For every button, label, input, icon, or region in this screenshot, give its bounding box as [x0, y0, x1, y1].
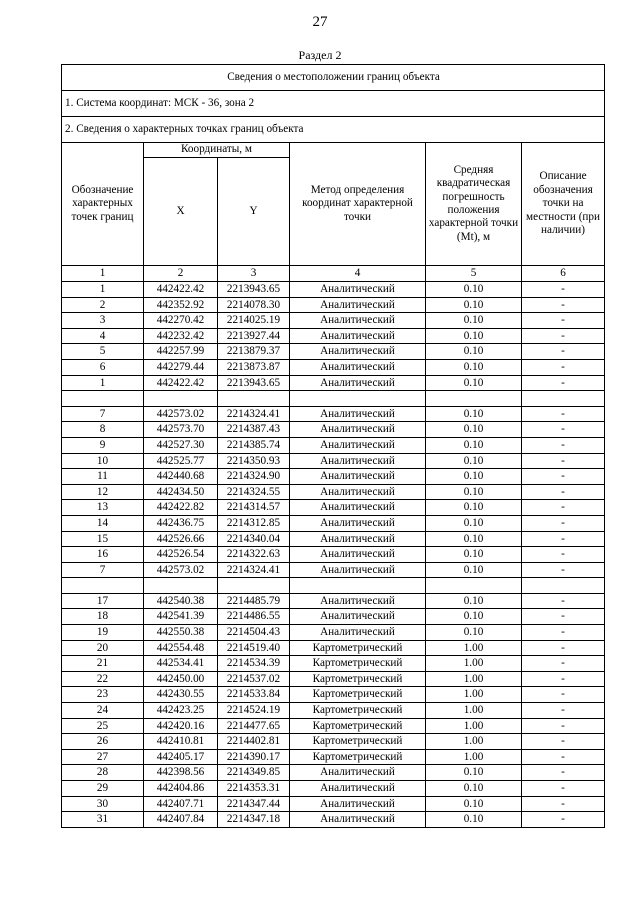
table-row	[62, 469, 605, 485]
point-number: 18	[62, 609, 144, 625]
error: 0.10	[426, 297, 522, 313]
method: Аналитический	[290, 547, 426, 563]
point-number: 25	[62, 718, 144, 734]
coord-y: 2214347.44	[218, 796, 290, 812]
point-number: 8	[62, 422, 144, 438]
point-number: 16	[62, 547, 144, 563]
table-row	[62, 282, 605, 298]
coord-x: 442352.92	[144, 297, 218, 313]
empty-cell	[144, 391, 218, 407]
table-row	[62, 375, 605, 391]
method: Аналитический	[290, 344, 426, 360]
header-y: Y	[218, 158, 290, 266]
coord-x: 442410.81	[144, 734, 218, 750]
error: 0.10	[426, 344, 522, 360]
coord-x: 442430.55	[144, 687, 218, 703]
table-row	[62, 749, 605, 765]
description: -	[522, 328, 605, 344]
table-row	[62, 812, 605, 828]
coord-y: 2214534.39	[218, 656, 290, 672]
table-row	[62, 313, 605, 329]
coord-y: 2214402.81	[218, 734, 290, 750]
points-title: 2. Сведения о характерных точках границ объекта	[62, 117, 605, 143]
table-row	[62, 593, 605, 609]
table-row	[62, 328, 605, 344]
coord-y: 2214519.40	[218, 640, 290, 656]
description: -	[522, 781, 605, 797]
empty-cell	[426, 578, 522, 594]
empty-cell	[522, 578, 605, 594]
error: 0.10	[426, 562, 522, 578]
table-row	[62, 359, 605, 375]
method: Картометрический	[290, 718, 426, 734]
error: 0.10	[426, 515, 522, 531]
point-number: 3	[62, 313, 144, 329]
table-row	[62, 625, 605, 641]
description: -	[522, 406, 605, 422]
description: -	[522, 375, 605, 391]
description: -	[522, 531, 605, 547]
table-row	[62, 437, 605, 453]
description: -	[522, 515, 605, 531]
point-number: 12	[62, 484, 144, 500]
empty-cell	[62, 578, 144, 594]
coord-system: 1. Система координат: МСК - 36, зона 2	[62, 91, 605, 117]
method: Аналитический	[290, 515, 426, 531]
error: 1.00	[426, 671, 522, 687]
coord-x: 442398.56	[144, 765, 218, 781]
coord-x: 442525.77	[144, 453, 218, 469]
coord-x: 442436.75	[144, 515, 218, 531]
coord-x: 442407.84	[144, 812, 218, 828]
table-row	[62, 703, 605, 719]
point-number: 9	[62, 437, 144, 453]
coord-y: 2213943.65	[218, 375, 290, 391]
table-row	[62, 297, 605, 313]
description: -	[522, 765, 605, 781]
error: 0.10	[426, 593, 522, 609]
error: 0.10	[426, 531, 522, 547]
table-title-row	[62, 65, 605, 91]
points-title-row	[62, 117, 605, 143]
table-row	[62, 656, 605, 672]
table-row	[62, 609, 605, 625]
table-row	[62, 484, 605, 500]
coord-y: 2214387.43	[218, 422, 290, 438]
description: -	[522, 671, 605, 687]
empty-cell	[218, 578, 290, 594]
method: Аналитический	[290, 313, 426, 329]
header-error: Средняя квадратическая погрешность положения характерной точки (Mt), м	[426, 143, 522, 266]
method: Аналитический	[290, 375, 426, 391]
empty-cell	[144, 578, 218, 594]
description: -	[522, 437, 605, 453]
description: -	[522, 796, 605, 812]
table-row	[62, 515, 605, 531]
method: Картометрический	[290, 687, 426, 703]
description: -	[522, 656, 605, 672]
coord-y: 2214324.41	[218, 562, 290, 578]
error: 0.10	[426, 313, 522, 329]
error: 0.10	[426, 484, 522, 500]
coord-y: 2214314.57	[218, 500, 290, 516]
method: Аналитический	[290, 328, 426, 344]
coord-x: 442440.68	[144, 469, 218, 485]
empty-cell	[62, 391, 144, 407]
description: -	[522, 422, 605, 438]
coord-y: 2214340.04	[218, 531, 290, 547]
header-method: Метод определения координат характерной точки	[290, 143, 426, 266]
coord-y: 2214078.30	[218, 297, 290, 313]
description: -	[522, 734, 605, 750]
method: Аналитический	[290, 422, 426, 438]
point-number: 1	[62, 375, 144, 391]
empty-cell	[290, 391, 426, 407]
table-row	[62, 687, 605, 703]
coord-y: 2214312.85	[218, 515, 290, 531]
table-row	[62, 547, 605, 563]
table-row	[62, 718, 605, 734]
description: -	[522, 640, 605, 656]
coord-y: 2214537.02	[218, 671, 290, 687]
coord-x: 442534.41	[144, 656, 218, 672]
method: Картометрический	[290, 656, 426, 672]
error: 0.10	[426, 500, 522, 516]
method: Аналитический	[290, 531, 426, 547]
description: -	[522, 609, 605, 625]
point-number: 29	[62, 781, 144, 797]
table-title: Сведения о местоположении границ объекта	[62, 65, 605, 91]
point-number: 26	[62, 734, 144, 750]
description: -	[522, 812, 605, 828]
coord-x: 442405.17	[144, 749, 218, 765]
error: 0.10	[426, 282, 522, 298]
method: Аналитический	[290, 625, 426, 641]
description: -	[522, 593, 605, 609]
description: -	[522, 687, 605, 703]
point-number: 23	[62, 687, 144, 703]
point-number: 4	[62, 328, 144, 344]
coord-y: 2214350.93	[218, 453, 290, 469]
point-number: 2	[62, 297, 144, 313]
table-row	[62, 453, 605, 469]
table-row	[62, 531, 605, 547]
error: 0.10	[426, 625, 522, 641]
header-description: Описание обозначения точки на местности (при наличии)	[522, 143, 605, 266]
description: -	[522, 562, 605, 578]
point-number: 28	[62, 765, 144, 781]
coord-x: 442404.86	[144, 781, 218, 797]
error: 0.10	[426, 609, 522, 625]
table-row	[62, 671, 605, 687]
coord-x: 442550.38	[144, 625, 218, 641]
error: 0.10	[426, 469, 522, 485]
point-number: 24	[62, 703, 144, 719]
method: Аналитический	[290, 593, 426, 609]
error: 0.10	[426, 812, 522, 828]
method: Аналитический	[290, 562, 426, 578]
empty-cell	[290, 578, 426, 594]
point-number: 6	[62, 359, 144, 375]
coord-y: 2214349.85	[218, 765, 290, 781]
coord-y: 2214524.19	[218, 703, 290, 719]
point-number: 22	[62, 671, 144, 687]
coord-y: 2214324.90	[218, 469, 290, 485]
section-title: Раздел 2	[298, 48, 342, 62]
table-row	[62, 562, 605, 578]
point-number: 15	[62, 531, 144, 547]
point-number: 11	[62, 469, 144, 485]
point-number: 7	[62, 562, 144, 578]
coord-x: 442407.71	[144, 796, 218, 812]
coord-y: 2214347.18	[218, 812, 290, 828]
point-number: 19	[62, 625, 144, 641]
column-number: 2	[144, 266, 218, 282]
coord-x: 442420.16	[144, 718, 218, 734]
coord-x: 442423.25	[144, 703, 218, 719]
method: Аналитический	[290, 437, 426, 453]
point-number: 30	[62, 796, 144, 812]
method: Аналитический	[290, 609, 426, 625]
coord-y: 2214477.65	[218, 718, 290, 734]
point-number: 1	[62, 282, 144, 298]
description: -	[522, 547, 605, 563]
method: Аналитический	[290, 765, 426, 781]
header-designation: Обозначение характерных точек границ	[62, 143, 144, 266]
header-row-1	[62, 143, 605, 158]
coord-y: 2214504.43	[218, 625, 290, 641]
method: Аналитический	[290, 484, 426, 500]
description: -	[522, 359, 605, 375]
method: Аналитический	[290, 500, 426, 516]
point-number: 21	[62, 656, 144, 672]
table-row	[62, 640, 605, 656]
error: 1.00	[426, 718, 522, 734]
method: Аналитический	[290, 796, 426, 812]
coord-x: 442257.99	[144, 344, 218, 360]
coord-x: 442554.48	[144, 640, 218, 656]
coord-y: 2214324.55	[218, 484, 290, 500]
description: -	[522, 718, 605, 734]
coord-x: 442270.42	[144, 313, 218, 329]
table-row	[62, 781, 605, 797]
description: -	[522, 500, 605, 516]
boundary-points-table	[61, 64, 605, 828]
table-row	[62, 765, 605, 781]
method: Аналитический	[290, 406, 426, 422]
description: -	[522, 297, 605, 313]
table-row	[62, 406, 605, 422]
coord-y: 2214385.74	[218, 437, 290, 453]
coord-x: 442541.39	[144, 609, 218, 625]
page-number: 27	[312, 14, 328, 30]
error: 1.00	[426, 749, 522, 765]
column-number: 5	[426, 266, 522, 282]
method: Картометрический	[290, 734, 426, 750]
error: 0.10	[426, 328, 522, 344]
header-coordinates: Координаты, м	[144, 143, 290, 158]
header-x: X	[144, 158, 218, 266]
table-row	[62, 734, 605, 750]
description: -	[522, 453, 605, 469]
error: 0.10	[426, 422, 522, 438]
point-number: 5	[62, 344, 144, 360]
point-number: 31	[62, 812, 144, 828]
group-separator-row	[62, 578, 605, 594]
coord-y: 2214390.17	[218, 749, 290, 765]
error: 1.00	[426, 734, 522, 750]
coord-x: 442527.30	[144, 437, 218, 453]
method: Картометрический	[290, 703, 426, 719]
table-row	[62, 344, 605, 360]
method: Аналитический	[290, 812, 426, 828]
coord-y: 2214324.41	[218, 406, 290, 422]
error: 0.10	[426, 781, 522, 797]
table-row	[62, 500, 605, 516]
coord-x: 442279.44	[144, 359, 218, 375]
coord-y: 2213927.44	[218, 328, 290, 344]
point-number: 10	[62, 453, 144, 469]
description: -	[522, 703, 605, 719]
method: Аналитический	[290, 297, 426, 313]
coord-y: 2214322.63	[218, 547, 290, 563]
error: 1.00	[426, 703, 522, 719]
coord-y: 2214353.31	[218, 781, 290, 797]
coord-x: 442573.70	[144, 422, 218, 438]
point-number: 13	[62, 500, 144, 516]
coord-y: 2214533.84	[218, 687, 290, 703]
description: -	[522, 344, 605, 360]
error: 0.10	[426, 406, 522, 422]
table-row	[62, 422, 605, 438]
point-number: 14	[62, 515, 144, 531]
method: Аналитический	[290, 781, 426, 797]
coord-x: 442450.00	[144, 671, 218, 687]
column-numbers-row	[62, 266, 605, 282]
coord-y: 2213943.65	[218, 282, 290, 298]
method: Аналитический	[290, 469, 426, 485]
error: 1.00	[426, 640, 522, 656]
error: 0.10	[426, 765, 522, 781]
coord-y: 2213879.37	[218, 344, 290, 360]
coord-system-row	[62, 91, 605, 117]
coord-x: 442573.02	[144, 562, 218, 578]
coord-x: 442434.50	[144, 484, 218, 500]
empty-cell	[522, 391, 605, 407]
error: 0.10	[426, 375, 522, 391]
coord-x: 442422.82	[144, 500, 218, 516]
method: Аналитический	[290, 282, 426, 298]
method: Аналитический	[290, 453, 426, 469]
description: -	[522, 484, 605, 500]
group-separator-row	[62, 391, 605, 407]
empty-cell	[218, 391, 290, 407]
point-number: 20	[62, 640, 144, 656]
coord-x: 442422.42	[144, 282, 218, 298]
description: -	[522, 469, 605, 485]
error: 1.00	[426, 656, 522, 672]
coord-y: 2214486.55	[218, 609, 290, 625]
point-number: 17	[62, 593, 144, 609]
description: -	[522, 313, 605, 329]
coord-y: 2214025.19	[218, 313, 290, 329]
description: -	[522, 625, 605, 641]
coord-x: 442232.42	[144, 328, 218, 344]
coord-x: 442540.38	[144, 593, 218, 609]
column-number: 3	[218, 266, 290, 282]
error: 0.10	[426, 796, 522, 812]
method: Картометрический	[290, 671, 426, 687]
error: 0.10	[426, 359, 522, 375]
method: Картометрический	[290, 749, 426, 765]
method: Картометрический	[290, 640, 426, 656]
point-number: 7	[62, 406, 144, 422]
column-number: 1	[62, 266, 144, 282]
coord-x: 442526.54	[144, 547, 218, 563]
coord-x: 442422.42	[144, 375, 218, 391]
coord-y: 2214485.79	[218, 593, 290, 609]
error: 0.10	[426, 547, 522, 563]
error: 0.10	[426, 453, 522, 469]
coord-x: 442573.02	[144, 406, 218, 422]
description: -	[522, 749, 605, 765]
coord-x: 442526.66	[144, 531, 218, 547]
coord-y: 2213873.87	[218, 359, 290, 375]
column-number: 6	[522, 266, 605, 282]
description: -	[522, 282, 605, 298]
method: Аналитический	[290, 359, 426, 375]
empty-cell	[426, 391, 522, 407]
column-number: 4	[290, 266, 426, 282]
error: 1.00	[426, 687, 522, 703]
error: 0.10	[426, 437, 522, 453]
table-row	[62, 796, 605, 812]
point-number: 27	[62, 749, 144, 765]
